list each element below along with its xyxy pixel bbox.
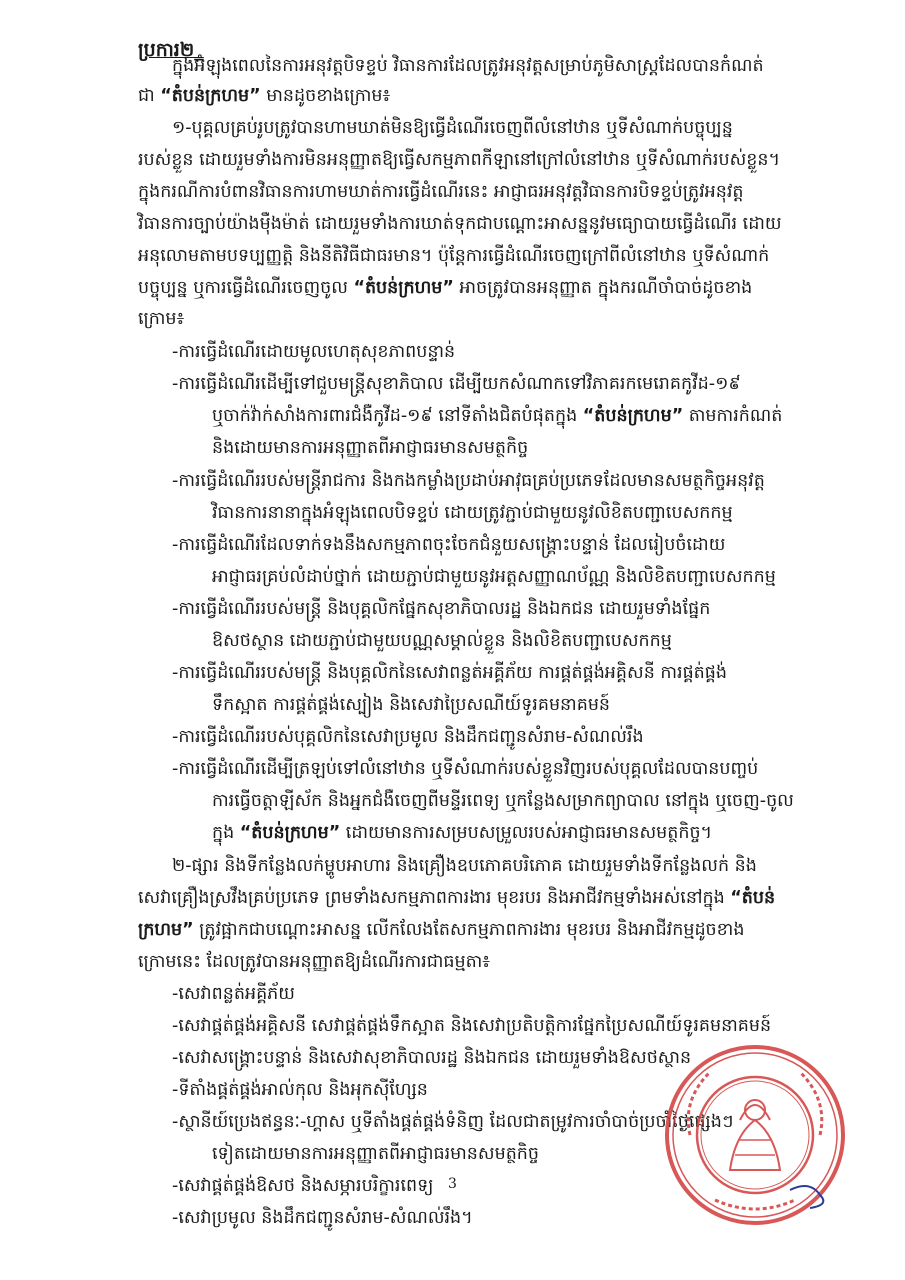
text-run: -ការធ្វើដំណើររបស់មន្ត្រី និងបុគ្គលិកផ្នែកសុខាភិបាលរដ្ឋ និងឯកជន ដោយរួមទាំងផ្នែក [172, 599, 711, 619]
text-line [138, 890, 775, 908]
text-line [212, 697, 610, 715]
text-line [172, 729, 644, 747]
text-line [172, 376, 741, 394]
text-line [172, 58, 764, 76]
text-run: -ការធ្វើដំណើររបស់មន្ត្រីរាជការ និងកងកម្លាំងប្រដាប់អាវុធគ្រប់ប្រភេទដែលមានសមត្ថកិច្ចអនុវត្ត [172, 471, 765, 491]
text-run: ឬចាក់វ៉ាក់សាំងការពារជំងឺកូវីដ-១៩ នៅទីតាំងជិតបំផុតក្នុង [212, 406, 583, 426]
text-run: អនុលោមតាមបទប្បញ្ញត្តិ និងនីតិវិធីជាធរមាន។ ប៉ុន្តែការធ្វើដំណើរចេញក្រៅពីលំនៅឋាន ឬទីសំណាក់ [138, 246, 770, 266]
text-run: របស់ខ្លួន ដោយរួមទាំងការមិនអនុញ្ញាតឱ្យធ្វើសកម្មភាពកីឡានៅក្រៅលំនៅឋាន ឬទីសំណាក់របស់ខ្លួន។ [138, 150, 780, 170]
text-run: -ទីតាំងផ្គត់ផ្គង់អាល់កុល និងអុកស៊ីហ្សែន [172, 1080, 428, 1100]
text-run: -ការធ្វើដំណើររបស់មន្ត្រី និងបុគ្គលិកនៃសេវាពន្លត់អគ្គីភ័យ ការផ្គត់ផ្គង់អគ្គិសនី ការផ្គត់ផ្គង់ [172, 663, 728, 683]
text-run: តាមការកំណត់ [683, 406, 783, 426]
text-run: ដោយមានការសម្របសម្រួលរបស់អាជ្ញាធរមានសមត្ថកិច្ច។ [340, 823, 713, 843]
text-run: ក្នុង [212, 823, 240, 843]
text-run: -សេវាផ្គត់ផ្គង់ឱសថ និងសម្ភារបរិក្ខារពេទ្យ [172, 1176, 434, 1196]
text-line [172, 473, 765, 491]
text-line [138, 311, 184, 329]
text-run: ការធ្វើចត្តាឡីស័ក និងអ្នកជំងឺចេញពីមន្ទីរពេទ្យ ឬកន្លែងសម្រាកព្យាបាល នៅក្នុង ឬចេញ-ចូល [212, 791, 794, 811]
red-zone-term: “តំបន់ក្រហម” [239, 823, 341, 843]
text-run: ក្នុងករណីការបំពានវិធានការហាមឃាត់ការធ្វើដំណើរនេះ អាជ្ញាធរអនុវត្តវិធានការបិទខ្ទប់ត្រូវអនុវត្ត [138, 182, 744, 202]
text-line [212, 505, 733, 523]
text-run: -សេវាផ្គត់ផ្គង់អគ្គិសនី សេវាផ្គត់ផ្គង់ទឹកស្អាត និងសេវាប្រតិបត្តិការផ្នែកប្រៃសណីយ៍ទូរគមនាគមន៍ [172, 1016, 772, 1036]
text-line [172, 1018, 771, 1036]
text-run: មានដូចខាងក្រោម៖ [260, 86, 391, 106]
text-run: បច្ចុប្បន្ន ឬការធ្វើដំណើរចេញចូល [138, 278, 354, 298]
text-run: -សេវាពន្លត់អគ្គីភ័យ [172, 984, 295, 1004]
text-line [138, 88, 390, 106]
text-run: អាជ្ញាធរគ្រប់លំដាប់ថ្នាក់ ដោយភ្ជាប់ជាមួយនូវអត្តសញ្ញាណប័ណ្ណ និងលិខិតបញ្ជាបេសកកម្ម [212, 567, 776, 587]
text-line [212, 440, 528, 458]
text-line [212, 408, 782, 426]
text-run: ឱសថស្ថាន ដោយភ្ជាប់ជាមួយបណ្ណសម្គាល់ខ្លួន និងលិខិតបញ្ជាបេសកកម្ម [212, 631, 672, 651]
red-zone-term: ក្រហម” [138, 920, 194, 940]
text-run: សេវាគ្រឿងស្រវឹងគ្រប់ប្រភេទ ព្រមទាំងសកម្មភាពការងារ មុខរបរ និងអាជីវកម្មទាំងអស់នៅក្នុង [138, 888, 731, 908]
text-run: ក្នុងអំឡុងពេលនៃការអនុវត្តបិទខ្ទប់ វិធានការដែលត្រូវអនុវត្តសម្រាប់ភូមិសាស្ត្រដែលបានកំណត់ [172, 56, 764, 76]
text-line [138, 280, 752, 298]
text-line [212, 1146, 539, 1164]
text-line [172, 665, 727, 683]
text-line [172, 1210, 473, 1228]
red-zone-term: “តំបន់ក្រហម” [353, 278, 454, 298]
text-line [138, 922, 744, 940]
text-line [212, 793, 794, 811]
page-number: 3 [448, 1176, 457, 1192]
text-run: ទឹកស្អាត ការផ្គត់ផ្គង់ស្បៀង និងសេវាប្រៃសណីយ៍ទូរគមនាគមន៍ [212, 695, 611, 715]
text-line [172, 986, 295, 1004]
text-line [172, 1114, 733, 1132]
text-line [138, 248, 769, 266]
text-run: វិធានការច្បាប់យ៉ាងម៉ឺងម៉ាត់ ដោយរួមទាំងការឃាត់ទុកជាបណ្តោះអាសន្ននូវមធ្យោបាយធ្វើដំណើរ ដោយ [138, 214, 782, 234]
text-line [172, 1050, 691, 1068]
text-run: -ការធ្វើដំណើរដើម្បីទៅជួបមន្ត្រីសុខាភិបាល ដើម្បីយកសំណាកទៅវិភាគរកមេរោគកូវីដ-១៩ [172, 374, 741, 394]
official-seal-stamp [660, 1040, 850, 1230]
text-run: វិធានការនានាក្នុងអំឡុងពេលបិទខ្ទប់ ដោយត្រូវភ្ជាប់ជាមួយនូវលិខិតបញ្ជាបេសកកម្ម [212, 503, 733, 523]
text-run: -ការធ្វើដំណើរដោយមូលហេតុសុខភាពបន្ទាន់ [172, 342, 456, 362]
text-line [138, 954, 490, 972]
text-run: -សេវាសង្គ្រោះបន្ទាន់ និងសេវាសុខាភិបាលរដ្ឋ និងឯកជន ដោយរួមទាំងឱសថស្ថាន [172, 1048, 692, 1068]
text-run: -ការធ្វើដំណើររបស់បុគ្គលិកនៃសេវាប្រមូល និងដឹកជញ្ជូនសំរាម-សំណល់រឹង [172, 727, 644, 747]
text-run: ក្រោម៖ [138, 309, 185, 329]
red-zone-term: “តំបន់ [730, 888, 776, 908]
text-line [212, 569, 776, 587]
text-line [138, 216, 782, 234]
text-run: ទៀតដោយមានការអនុញ្ញាតពីអាជ្ញាធរមានសមត្ថកិច្ច [212, 1144, 540, 1164]
text-run: ត្រូវផ្អាកជាបណ្តោះអាសន្ន លើកលែងតែសកម្មភាពការងារ មុខរបរ និងអាជីវកម្មដូចខាង [193, 920, 745, 940]
text-line [172, 1178, 433, 1196]
text-line [172, 344, 455, 362]
text-run: ១-បុគ្គលគ្រប់រូបត្រូវបានហាមឃាត់មិនឱ្យធ្វើដំណើរចេញពីលំនៅឋាន ឬទីសំណាក់បច្ចុប្បន្ន [172, 118, 733, 138]
text-run: ក្រោមនេះ ដែលត្រូវបានអនុញ្ញាតឱ្យដំណើរការជាធម្មតា៖ [138, 952, 490, 972]
red-zone-term: “តំបន់ក្រហម” [582, 406, 684, 426]
text-line [172, 601, 710, 619]
text-run: និងដោយមានការអនុញ្ញាតពីអាជ្ញាធរមានសមត្ថកិច្ច [212, 438, 529, 458]
text-run: -ការធ្វើដំណើរដើម្បីត្រឡប់ទៅលំនៅឋាន ឬទីសំណាក់របស់ខ្លួនវិញរបស់បុគ្គលដែលបានបញ្ចប់ [172, 759, 759, 779]
text-line [138, 152, 780, 170]
text-line [172, 761, 758, 779]
text-line [172, 1082, 428, 1100]
text-line [172, 120, 733, 138]
text-line [212, 633, 672, 651]
text-run: -ស្ថានីយ៍ប្រេងឥន្ធនៈ-ហ្គាស ឬទីតាំងផ្គត់ផ្គង់ទំនិញ ដែលជាតម្រូវការចាំបាច់ប្រចាំថ្ងៃផ្សេងៗ [172, 1112, 734, 1132]
text-line [172, 858, 757, 876]
text-run: -ការធ្វើដំណើរដែលទាក់ទងនឹងសកម្មភាពចុះចែកជំនួយសង្គ្រោះបន្ទាន់ ដែលរៀបចំដោយ [172, 535, 726, 555]
text-run: -សេវាប្រមូល និងដឹកជញ្ជូនសំរាម-សំណល់រឹង។ [172, 1208, 473, 1228]
text-run: អាចត្រូវបានអនុញ្ញាត ក្នុងករណីចាំបាច់ដូចខាង [453, 278, 753, 298]
text-run: ជា [138, 86, 161, 106]
section-heading: ប្រការ២_ [138, 39, 204, 61]
text-line [138, 184, 744, 202]
text-line [212, 825, 712, 843]
text-line [172, 537, 725, 555]
text-run: ២-ផ្សារ និងទីកន្លែងលក់ម្ហូបអាហារ និងគ្រឿងឧបភោគបរិភោគ ដោយរួមទាំងទីកន្លែងលក់ និង [172, 856, 757, 876]
red-zone-term: “តំបន់ក្រហម” [160, 86, 261, 106]
